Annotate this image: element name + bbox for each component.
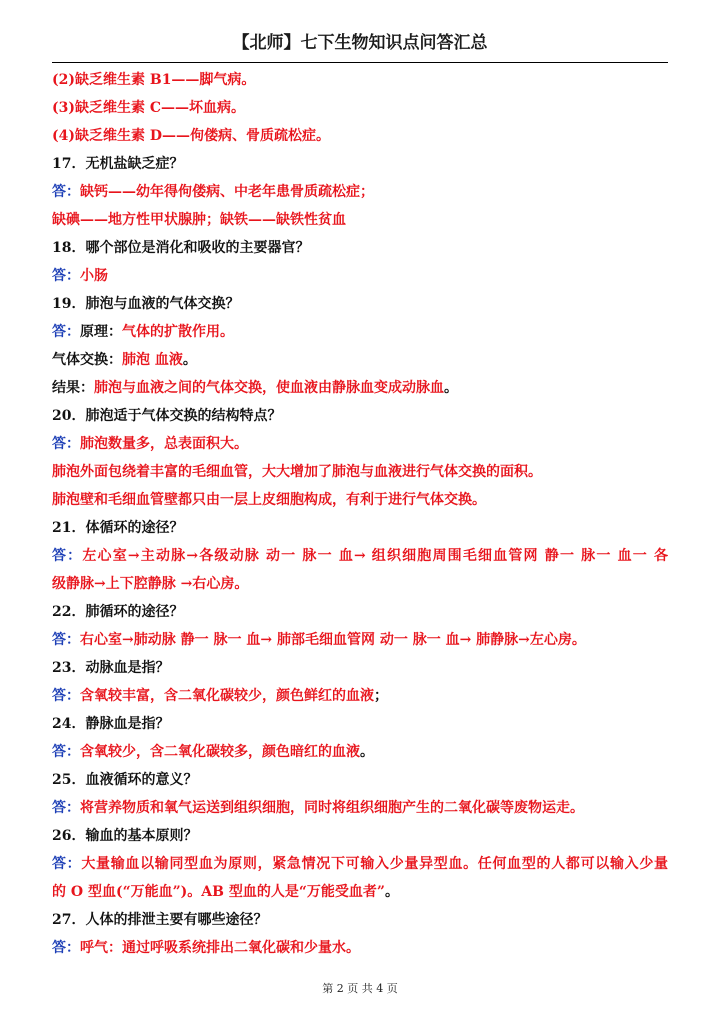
text-segment: 答：: [52, 744, 80, 760]
header-rule: [52, 62, 668, 63]
text-segment: 呼气：通过呼吸系统排出二氧化碳和少量水。: [80, 940, 360, 956]
text-line: [52, 430, 668, 458]
text-line: [52, 150, 668, 178]
text-segment: 27．人体的排泄主要有哪些途径？: [52, 912, 268, 928]
text-segment: 含氧较丰富，含二氧化碳较少，颜色鲜红的血液: [80, 688, 374, 704]
text-segment: 26．输血的基本原则？: [52, 828, 198, 844]
text-segment: 19．肺泡与血液的气体交换？: [52, 296, 240, 312]
document-body: [52, 66, 668, 962]
text-line: [52, 94, 668, 122]
text-line: [52, 738, 668, 766]
page-footer: 第 2 页 共 4 页: [322, 982, 398, 995]
text-line: [52, 514, 668, 542]
text-segment: 结果：: [52, 380, 94, 396]
text-line: [52, 346, 668, 374]
text-segment: 。: [182, 352, 197, 368]
text-line: [52, 206, 668, 234]
page-header-title: 【北师】七下生物知识点问答汇总: [232, 33, 488, 53]
text-line: [52, 654, 668, 682]
text-segment: 22．肺循环的途径？: [52, 604, 184, 620]
text-segment: 级静脉→上下腔静脉 →右心房。: [52, 576, 249, 592]
text-line: [52, 290, 668, 318]
text-segment: 答：: [52, 632, 80, 648]
text-segment: 右心室→肺动脉 静一 脉一 血→ 肺部毛细血管网 动一 脉一 血→ 肺静脉→左心房。: [80, 632, 586, 648]
text-segment: 21．体循环的途径？: [52, 520, 184, 536]
text-segment: 答：: [52, 184, 80, 200]
text-segment: ；: [374, 688, 388, 704]
text-segment: 肺泡与血液之间的气体交换，使血液由静脉血变成动脉血: [94, 380, 444, 396]
text-segment: 23．动脉血是指？: [52, 660, 170, 676]
text-segment: 答：: [52, 688, 80, 704]
text-segment: 将营养物质和氧气运送到组织细胞，同时将组织细胞产生的二氧化碳等废物运走。: [80, 800, 584, 816]
text-line: [52, 906, 668, 934]
text-segment: (4)缺乏维生素 D——佝偻病、骨质疏松症。: [52, 128, 331, 144]
text-segment: 肺泡 血液: [122, 352, 183, 368]
text-line: [52, 598, 668, 626]
text-line: [52, 682, 668, 710]
text-line: [52, 486, 668, 514]
text-line: [52, 542, 668, 570]
text-line: [52, 710, 668, 738]
text-line: [52, 234, 668, 262]
text-segment: 小肠: [80, 268, 108, 284]
text-segment: 答：: [52, 940, 80, 956]
text-segment: 的 O 型血(“万能血”)。AB 型血的人是“万能受血者”: [52, 884, 385, 900]
text-segment: 25．血液循环的意义？: [52, 772, 198, 788]
text-line: [52, 262, 668, 290]
text-line: [52, 178, 668, 206]
text-segment: 肺泡壁和毛细血管壁都只由一层上皮细胞构成，有利于进行气体交换。: [52, 492, 486, 508]
text-segment: 大量输血以输同型血为原则，紧急情况下可输入少量异型血。任何血型的人都可以输入少量: [81, 856, 668, 872]
text-segment: 左心室→主动脉→各级动脉 动一 脉一 血→ 组织细胞周围毛细血管网 静一 脉一 血一 各: [82, 548, 668, 564]
text-line: [52, 878, 668, 906]
text-segment: 答：: [52, 856, 82, 872]
text-segment: 缺钙——幼年得佝偻病、中老年患骨质疏松症；: [80, 184, 374, 200]
text-segment: 答：: [52, 436, 80, 452]
text-segment: (3)缺乏维生素 C——坏血病。: [52, 100, 246, 116]
text-segment: 。: [360, 744, 374, 760]
text-segment: 答：: [52, 800, 80, 816]
text-line: [52, 66, 668, 94]
text-line: [52, 626, 668, 654]
text-segment: 20．肺泡适于气体交换的结构特点？: [52, 408, 282, 424]
text-segment: 缺碘——地方性甲状腺肿；缺铁——缺铁性贫血: [52, 212, 346, 228]
text-segment: 肺泡数量多，总表面积大。: [80, 436, 248, 452]
text-line: [52, 318, 668, 346]
text-segment: 。: [444, 380, 458, 396]
text-line: [52, 766, 668, 794]
text-line: [52, 122, 668, 150]
text-segment: 答：: [52, 324, 80, 340]
text-segment: 答：: [52, 268, 80, 284]
text-segment: 气体的扩散作用。: [122, 324, 234, 340]
text-segment: 17．无机盐缺乏症？: [52, 156, 184, 172]
text-segment: 。: [384, 884, 399, 900]
text-segment: 24．静脉血是指？: [52, 716, 170, 732]
text-line: [52, 850, 668, 878]
text-line: [52, 570, 668, 598]
text-line: [52, 822, 668, 850]
text-line: [52, 402, 668, 430]
text-segment: 原理：: [80, 324, 122, 340]
text-segment: 18．哪个部位是消化和吸收的主要器官？: [52, 240, 310, 256]
text-line: [52, 458, 668, 486]
text-segment: 答：: [52, 548, 83, 564]
text-segment: (2)缺乏维生素 B1——脚气病。: [52, 72, 256, 88]
text-line: [52, 374, 668, 402]
text-line: [52, 794, 668, 822]
text-segment: 气体交换：: [52, 352, 122, 368]
text-segment: 含氧较少，含二氧化碳较多，颜色暗红的血液: [80, 744, 360, 760]
text-segment: 肺泡外面包绕着丰富的毛细血管，大大增加了肺泡与血液进行气体交换的面积。: [52, 464, 542, 480]
text-line: [52, 934, 668, 962]
